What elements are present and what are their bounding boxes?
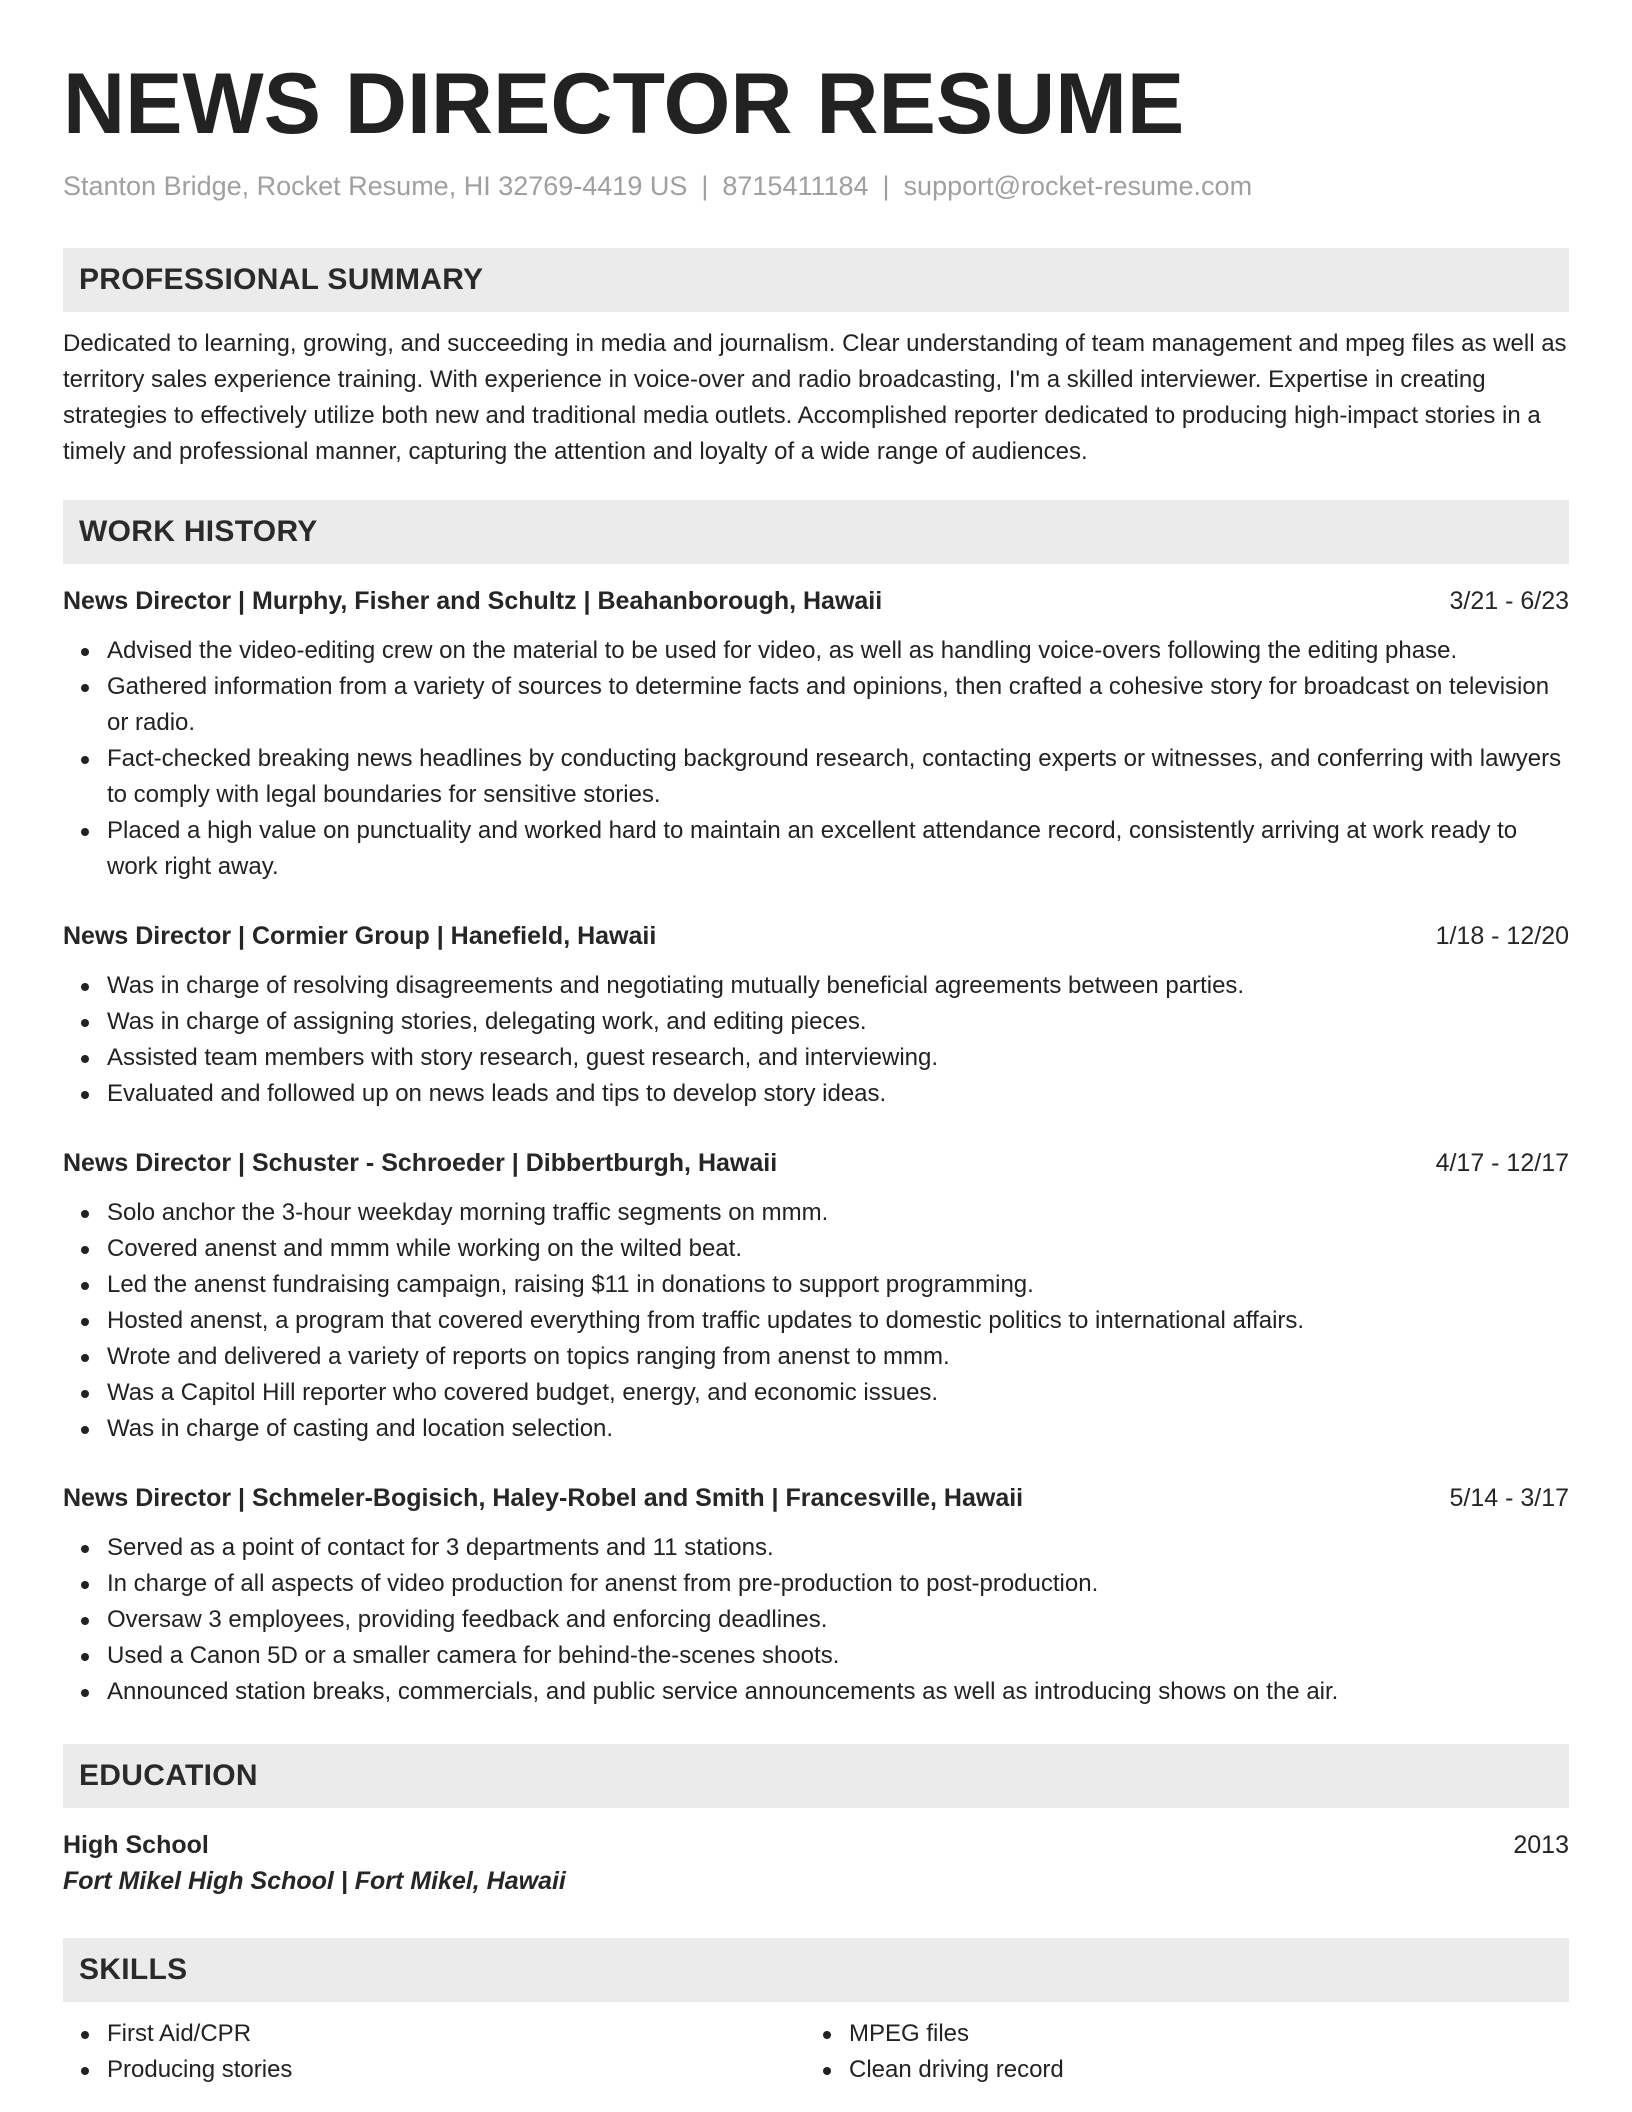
job-dates: 5/14 - 3/17 (1449, 1484, 1569, 1512)
job-bullet: Assisted team members with story research, guest research, and interviewing. (107, 1040, 1569, 1076)
job-bullet: Solo anchor the 3-hour weekday morning traffic segments on mmm. (107, 1195, 1569, 1231)
job-title: News Director | Murphy, Fisher and Schultz | Beahanborough, Hawaii (63, 587, 883, 615)
contact-separator: | (882, 171, 890, 201)
job-entry (63, 584, 1569, 885)
job-bullet: Was in charge of resolving disagreements and negotiating mutually beneficial agreements between parties. (107, 968, 1569, 1004)
job-entry (63, 919, 1569, 1112)
job-dates: 3/21 - 6/23 (1449, 587, 1569, 615)
skills-column-left (63, 2016, 805, 2088)
skills-column-right (805, 2016, 1547, 2088)
skills-list (63, 2016, 1569, 2088)
section-heading-summary: PROFESSIONAL SUMMARY (63, 248, 1569, 312)
skills-bullets-right (805, 2016, 1547, 2088)
section-heading-skills: SKILLS (63, 1938, 1569, 2002)
job-header (63, 584, 1569, 618)
job-bullet: Hosted anenst, a program that covered everything from traffic updates to domestic politics to international affairs. (107, 1303, 1569, 1339)
job-header (63, 919, 1569, 953)
job-bullets (63, 1530, 1569, 1710)
job-bullets (63, 633, 1569, 885)
skill-item: MPEG files (849, 2016, 1547, 2052)
job-bullet: In charge of all aspects of video production for anenst from pre-production to post-production. (107, 1566, 1569, 1602)
job-bullet: Served as a point of contact for 3 departments and 11 stations. (107, 1530, 1569, 1566)
job-bullet: Gathered information from a variety of sources to determine facts and opinions, then crafted a cohesive story for broadcast on television or radio. (107, 669, 1569, 741)
job-bullets (63, 968, 1569, 1112)
job-bullet: Used a Canon 5D or a smaller camera for behind-the-scenes shoots. (107, 1638, 1569, 1674)
education-year: 2013 (1513, 1831, 1569, 1859)
contact-address: Stanton Bridge, Rocket Resume, HI 32769-4419 US (63, 171, 688, 201)
skill-item: First Aid/CPR (107, 2016, 805, 2052)
job-title: News Director | Cormier Group | Hanefield, Hawaii (63, 922, 657, 950)
skill-item: Clean driving record (849, 2052, 1547, 2088)
job-dates: 4/17 - 12/17 (1435, 1149, 1569, 1177)
job-title: News Director | Schmeler-Bogisich, Haley-Robel and Smith | Francesville, Hawaii (63, 1484, 1024, 1512)
job-bullet: Announced station breaks, commercials, and public service announcements as well as introducing shows on the air. (107, 1674, 1569, 1710)
job-entry (63, 1481, 1569, 1710)
job-bullet: Fact-checked breaking news headlines by conducting background research, contacting experts or witnesses, and conferring with lawyers to comply with legal boundaries for sensitive stories. (107, 741, 1569, 813)
job-title: News Director | Schuster - Schroeder | Dibbertburgh, Hawaii (63, 1149, 778, 1177)
job-bullet: Advised the video-editing crew on the material to be used for video, as well as handling voice-overs following the editing phase. (107, 633, 1569, 669)
job-bullet: Was in charge of assigning stories, delegating work, and editing pieces. (107, 1004, 1569, 1040)
job-entry (63, 1146, 1569, 1447)
job-bullet: Covered anenst and mmm while working on the wilted beat. (107, 1231, 1569, 1267)
job-bullet: Led the anenst fundraising campaign, raising $11 in donations to support programming. (107, 1267, 1569, 1303)
job-bullet: Placed a high value on punctuality and worked hard to maintain an excellent attendance record, consistently arriving at work ready to work right away. (107, 813, 1569, 885)
job-bullet: Was in charge of casting and location selection. (107, 1411, 1569, 1447)
resume-title: NEWS DIRECTOR RESUME (63, 56, 1185, 152)
education-header (63, 1828, 1569, 1862)
skill-item: Producing stories (107, 2052, 805, 2088)
contact-separator: | (701, 171, 709, 201)
contact-phone: 8715411184 (722, 171, 869, 201)
education-degree: High School (63, 1831, 209, 1859)
section-heading-work-history: WORK HISTORY (63, 500, 1569, 564)
job-header (63, 1146, 1569, 1180)
job-bullet: Was a Capitol Hill reporter who covered budget, energy, and economic issues. (107, 1375, 1569, 1411)
summary-text: Dedicated to learning, growing, and succeeding in media and journalism. Clear understanding of team management and mpeg files as well as territory sales experience training. With experience in voice-over and radio broadcasting, I'm a skilled interviewer. Expertise in creating strategies to effectively utilize both new and traditional media outlets. Accomplished reporter dedicated to producing high-impact stories in a timely and professional manner, capturing the attention and loyalty of a wide range of audiences. (63, 330, 1567, 465)
contact-line (63, 168, 1569, 204)
section-heading-education: EDUCATION (63, 1744, 1569, 1808)
job-bullet: Evaluated and followed up on news leads and tips to develop story ideas. (107, 1076, 1569, 1112)
job-bullet: Wrote and delivered a variety of reports on topics ranging from anenst to mmm. (107, 1339, 1569, 1375)
job-header (63, 1481, 1569, 1515)
skills-bullets-left (63, 2016, 805, 2088)
contact-email: support@rocket-resume.com (903, 171, 1253, 201)
job-bullet: Oversaw 3 employees, providing feedback and enforcing deadlines. (107, 1602, 1569, 1638)
job-bullets (63, 1195, 1569, 1447)
job-dates: 1/18 - 12/20 (1435, 922, 1569, 950)
education-school: Fort Mikel High School | Fort Mikel, Hawaii (63, 1867, 566, 1895)
